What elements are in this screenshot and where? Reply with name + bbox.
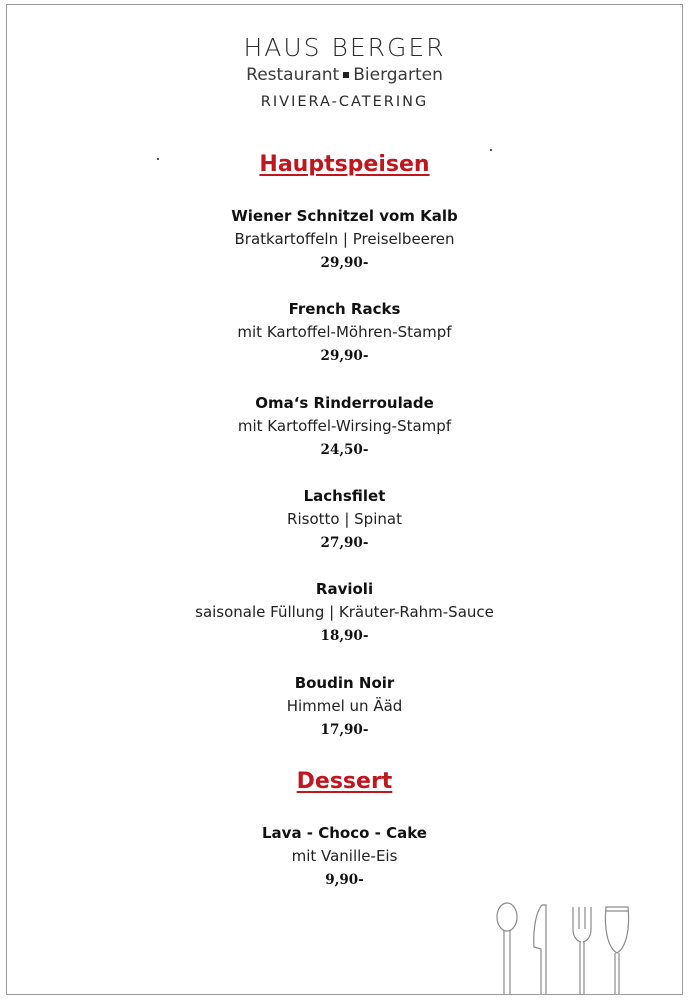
logo-subtitle [7,64,682,86]
dish-price: 17,90- [320,722,369,738]
wine-glass-icon [605,907,628,995]
dish-item [7,578,682,649]
logo-sub-left: Restaurant [246,65,340,85]
dish-description: mit Kartoffel-Möhren-Stampf [237,323,452,341]
dish-item [7,205,682,276]
knife-icon [534,905,546,995]
dish-description: Himmel un Ääd [286,697,403,715]
dish-description: Risotto | Spinat [287,510,402,528]
dish-price: 9,90- [325,872,364,888]
dish-price: 29,90- [320,348,369,364]
cutlery-decoration [493,897,643,995]
section-title-hauptspeisen: Hauptspeisen [259,152,430,177]
dish-item [7,822,682,893]
dish-item [7,392,682,463]
square-bullet-icon [343,72,349,78]
cutlery-svg [493,897,643,995]
dish-item [7,485,682,556]
logo-name: HAUS BERGER [243,33,446,62]
dish-description: mit Vanille-Eis [291,847,398,865]
dish-item [7,672,682,743]
dish-price: 29,90- [320,255,369,271]
dish-name: Wiener Schnitzel vom Kalb [231,207,458,225]
logo-tagline: RIVIERA-CATERING [260,94,429,110]
fork-icon [573,907,591,995]
speck [490,149,492,151]
logo-sub-right: Biergarten [353,65,443,85]
dish-description: Bratkartoffeln | Preiselbeeren [234,230,455,248]
dish-description: saisonale Füllung | Kräuter-Rahm-Sauce [195,603,494,621]
dish-name: Boudin Noir [294,674,395,692]
dish-price: 18,90- [320,628,369,644]
dish-item [7,298,682,369]
dish-name: French Racks [288,300,401,318]
restaurant-logo [7,33,682,112]
spoon-icon [497,903,517,995]
dish-name: Ravioli [315,580,374,598]
dish-description: mit Kartoffel-Wirsing-Stampf [237,417,452,435]
menu-page [6,4,683,995]
dish-name: Oma‘s Rinderroulade [255,394,434,412]
dish-price: 27,90- [320,535,369,551]
section-title-dessert: Dessert [296,769,393,794]
dish-name: Lava - Choco - Cake [262,824,427,842]
dish-price: 24,50- [320,442,369,458]
dish-name: Lachsfilet [303,487,386,505]
